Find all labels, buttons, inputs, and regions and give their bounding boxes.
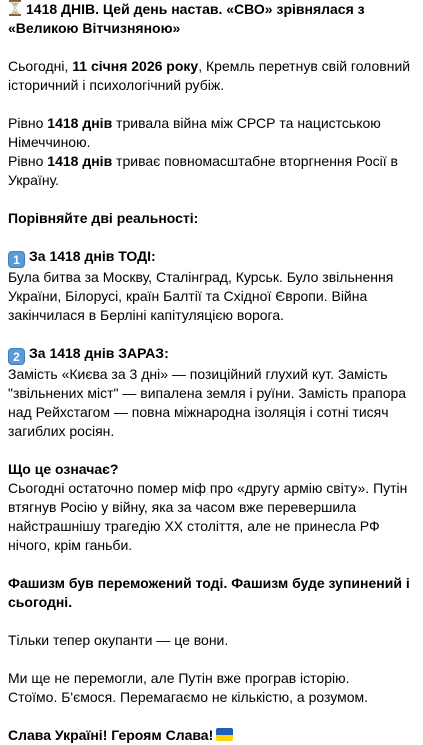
fascism-statement xyxy=(8,574,418,612)
post-title-text: 1418 ДНІВ. Цей день настав. «СВО» зрівнялася з «Великою Вітчизняною» xyxy=(8,1,365,36)
intro-pre: Сьогодні, xyxy=(8,58,73,74)
invasion-pre: Рівно xyxy=(8,153,48,169)
history-line-2: Стоїмо. Б'ємося. Перемагаємо не кількістю, а розумом. xyxy=(8,689,369,705)
keycap-two-icon: 2 xyxy=(8,348,25,365)
now-heading-text: За 1418 днів ЗАРАЗ: xyxy=(29,345,169,361)
invasion-duration-line xyxy=(8,152,418,190)
intro-post: , Кремль перетнув свій головний історичний і психологічний рубіж. xyxy=(8,58,411,93)
closing-text: Слава Україні! Героям Слава! xyxy=(8,727,214,743)
occupiers-line: Тільки тепер окупанти — це вони. xyxy=(8,632,229,648)
ww2-post: тривала війна між СРСР та нацистською Німеччиною. xyxy=(8,115,381,150)
history-line-1: Ми ще не перемогли, але Путін вже програв історію. xyxy=(8,670,350,686)
meaning-heading xyxy=(8,460,418,479)
ukraine-flag-icon xyxy=(216,728,233,741)
intro-date: 11 січня 2026 року xyxy=(72,58,199,74)
now-heading xyxy=(8,344,418,365)
message-post xyxy=(8,0,418,745)
now-text: Замість «Києва за 3 дні» — позиційний глухий кут. Замість "звільнених міст" — випалена земля і руїни. Замість прапора над Рейхстагом — повна міжнародна ізоляція і сотні тисяч загиблих росіян. xyxy=(8,366,407,439)
ww2-days: 1418 днів xyxy=(47,115,113,131)
then-heading-text: За 1418 днів ТОДІ: xyxy=(29,248,156,264)
intro-paragraph xyxy=(8,57,418,95)
invasion-days: 1418 днів xyxy=(47,153,113,169)
post-title xyxy=(8,0,418,38)
then-text: Була битва за Москву, Сталінград, Курськ. Було звільнення України, Білорусі, країн Балтії та Східної Європи. Війна закінчилася в Берліні капітуляцією ворога. xyxy=(8,269,394,323)
fascism-statement-text: Фашизм був переможений тоді. Фашизм буде зупинений і сьогодні. xyxy=(8,575,410,610)
keycap-one-icon: 1 xyxy=(8,251,25,268)
hourglass-icon xyxy=(8,0,22,16)
meaning-text: Сьогодні остаточно помер міф про «другу армію світу». Путін втягнув Росію у війну, яка за часом вже перевершила найстрашнішу трагедію XX століття, але не принесла РФ нічого, крім ганьби. xyxy=(8,480,408,553)
closing-line xyxy=(8,726,418,745)
ww2-duration-line xyxy=(8,114,418,152)
compare-heading-text: Порівняйте дві реальності: xyxy=(8,210,199,226)
ww2-pre: Рівно xyxy=(8,115,48,131)
compare-heading xyxy=(8,209,418,228)
meaning-heading-text: Що це означає? xyxy=(8,461,119,477)
then-heading xyxy=(8,247,418,268)
invasion-post: триває повномасштабне вторгнення Росії в Україну. xyxy=(8,153,398,188)
